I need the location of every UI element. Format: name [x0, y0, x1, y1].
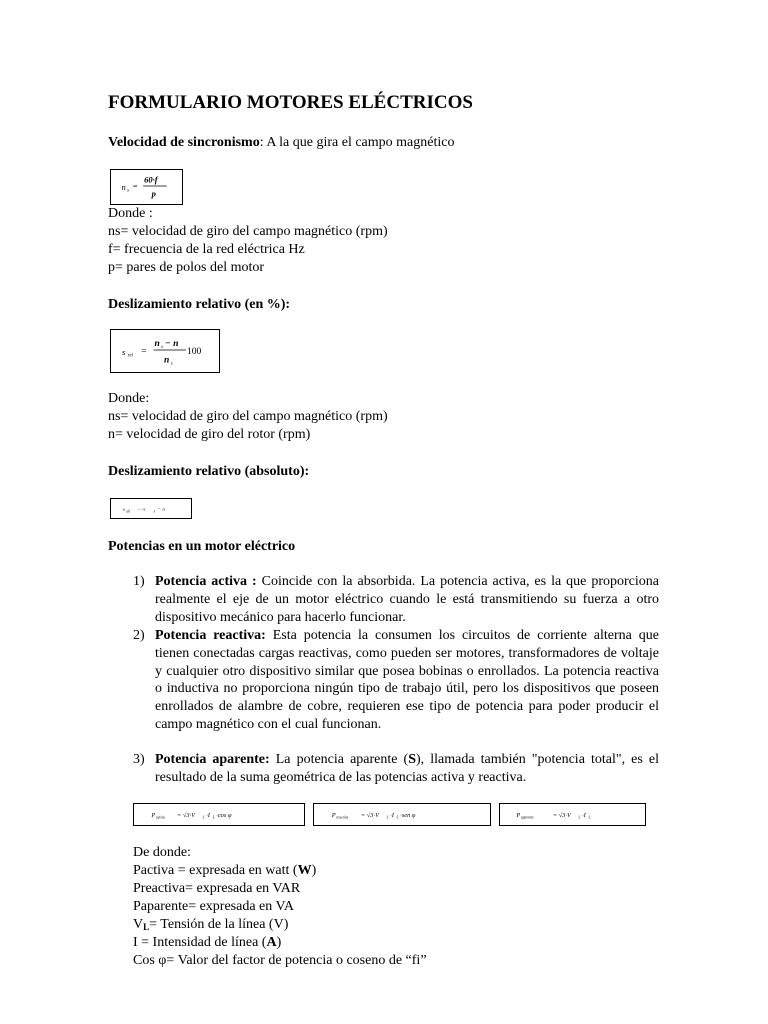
list-item-active-power — [133, 573, 659, 626]
formula-num-rest: − n — [165, 338, 179, 350]
formula-den: n — [164, 354, 170, 366]
section-heading: Potencias en un motor eléctrico — [108, 539, 296, 554]
subscript: L — [143, 922, 150, 932]
formula-lhs: P — [151, 811, 156, 819]
formula-den: p — [151, 188, 156, 199]
list-number: 3) — [133, 752, 145, 767]
formula-lhs: n — [121, 181, 126, 192]
formula-lhs: s — [122, 346, 126, 357]
section-heading: Deslizamiento relativo (en %): — [108, 297, 291, 312]
list-item-reactive-power — [133, 627, 659, 734]
formula-eq: = — [141, 345, 147, 357]
formula-mid: ·I — [582, 811, 586, 819]
definition-line: ns= velocidad de giro del campo magnético (rpm) — [108, 224, 388, 239]
section-heading: Deslizamiento relativo (absoluto): — [108, 464, 310, 479]
list-item-text: Coincide con la absorbida. La potencia activa, es la que proporciona realmente el eje de un motor eléctrico cuando le está transmitiendo su fuerza a otro dispositivo mecánico para hacerlo funcionar. — [155, 574, 659, 625]
formula-relative-slip-absolute — [110, 498, 192, 519]
formula-lhs: s — [122, 506, 126, 513]
definition-line-preactiva: Preactiva= expresada en VAR — [133, 881, 301, 896]
formula-num: n — [154, 338, 160, 350]
formula-lhs: P — [516, 811, 521, 819]
formula-v-sub: L — [578, 815, 581, 820]
definition-line: p= pares de polos del motor — [108, 260, 265, 275]
de-donde-label: De donde: — [133, 845, 191, 860]
list-item-text: La potencia aparente ( — [269, 752, 409, 767]
formula-rhs: = √3·V — [552, 811, 571, 819]
formula-lhs-sub: reactiva — [336, 815, 349, 820]
list-item-apparent-power — [133, 751, 659, 787]
formula-apparent-power — [499, 803, 646, 826]
formula-rhs-rest: − n — [157, 506, 166, 513]
definition-text: Pactiva = expresada en watt ( — [133, 863, 298, 878]
formula-synchronous-speed — [110, 169, 183, 205]
definition-line-i — [133, 934, 281, 952]
formula-reactive-power — [313, 803, 491, 826]
list-item-text: ), llamada también "potencia total", es el resultado de la suma geométrica de las potencias activa y reactiva. — [155, 752, 659, 785]
list-item-term: Potencia activa : — [155, 574, 257, 589]
formula-lhs-sub: aparente — [520, 815, 534, 820]
formula-rhs: = √3·V — [360, 811, 379, 819]
formula-mid: ·I — [206, 811, 210, 819]
donde-label: Donde: — [108, 391, 150, 406]
formula-rhs-sub: s — [153, 509, 156, 514]
definition-line: f= frecuencia de la red eléctrica Hz — [108, 242, 305, 257]
donde-label: Donde : — [108, 206, 153, 221]
list-item-term: Potencia reactiva: — [155, 628, 266, 643]
formula-rhs: = n — [137, 506, 146, 513]
formula-num-sub: s — [161, 345, 164, 351]
formula-num: 60·f — [144, 174, 158, 185]
definition-line-pactiva — [133, 862, 316, 880]
section-synchronous-speed — [108, 134, 454, 152]
formula-v-sub: L — [386, 815, 389, 820]
list-item-text: Esta potencia la consumen los circuitos de corriente alterna que tienen conectadas cargas reactivas, como pueden ser motores, transformadores de voltaje y cualquier otro dispositivo similar que posea bobinas o enrollados. La potencia reactiva o inductiva no proporciona ningún tipo de trabajo útil, pero los dispositivos que poseen enrollados de alambre de cobre, requieren ese tipo de potencia para poder producir el campo magnético con el cual funcionan. — [155, 628, 659, 732]
formula-den-sub: s — [170, 361, 173, 367]
formula-lhs-sub: ab — [126, 509, 131, 514]
formula-lhs-sub: rel — [127, 353, 133, 359]
document-title: FORMULARIO MOTORES ELÉCTRICOS — [108, 92, 473, 113]
list-item-term: Potencia aparente: — [155, 752, 270, 767]
unit-symbol: W — [297, 863, 312, 878]
formula-i-sub: L — [212, 815, 215, 820]
section-heading: Velocidad de sincronismo — [108, 135, 260, 150]
formula-v-sub: L — [202, 815, 205, 820]
formula-lhs-sub: s — [127, 188, 129, 194]
definition-text: V — [133, 917, 144, 932]
formula-rhs: = √3·V — [177, 811, 196, 819]
formula-lhs: P — [331, 811, 336, 819]
formula-factor: 100 — [186, 345, 202, 357]
definition-text: = Tensión de la línea (V) — [149, 917, 289, 932]
unit-symbol: A — [266, 935, 277, 950]
definition-line-cos: Cos φ= Valor del factor de potencia o coseno de “fi” — [133, 953, 427, 968]
definition-line-paparente: Paparente= expresada en VA — [133, 899, 294, 914]
formula-lhs-sub: activa — [156, 815, 165, 820]
formula-tail: ·cos φ — [216, 811, 232, 819]
list-item-symbol: S — [408, 752, 416, 767]
definition-line: n= velocidad de giro del rotor (rpm) — [108, 427, 311, 442]
formula-i-sub: L — [588, 815, 591, 820]
definition-text: ) — [311, 863, 317, 878]
formula-i-sub: L — [396, 815, 399, 820]
formula-active-power — [133, 803, 305, 826]
formula-tail: ·sen φ — [400, 811, 416, 819]
definition-line: ns= velocidad de giro del campo magnético (rpm) — [108, 409, 388, 424]
definition-text: ) — [276, 935, 282, 950]
definition-text: I = Intensidad de línea ( — [133, 935, 267, 950]
list-number: 2) — [133, 628, 145, 643]
formula-relative-slip-percent — [110, 329, 220, 373]
formula-mid: ·I — [390, 811, 394, 819]
list-number: 1) — [133, 574, 145, 589]
formula-eq: = — [132, 180, 138, 191]
definition-line-vl — [133, 916, 288, 936]
section-heading-rest: : A la que gira el campo magnético — [259, 135, 455, 150]
